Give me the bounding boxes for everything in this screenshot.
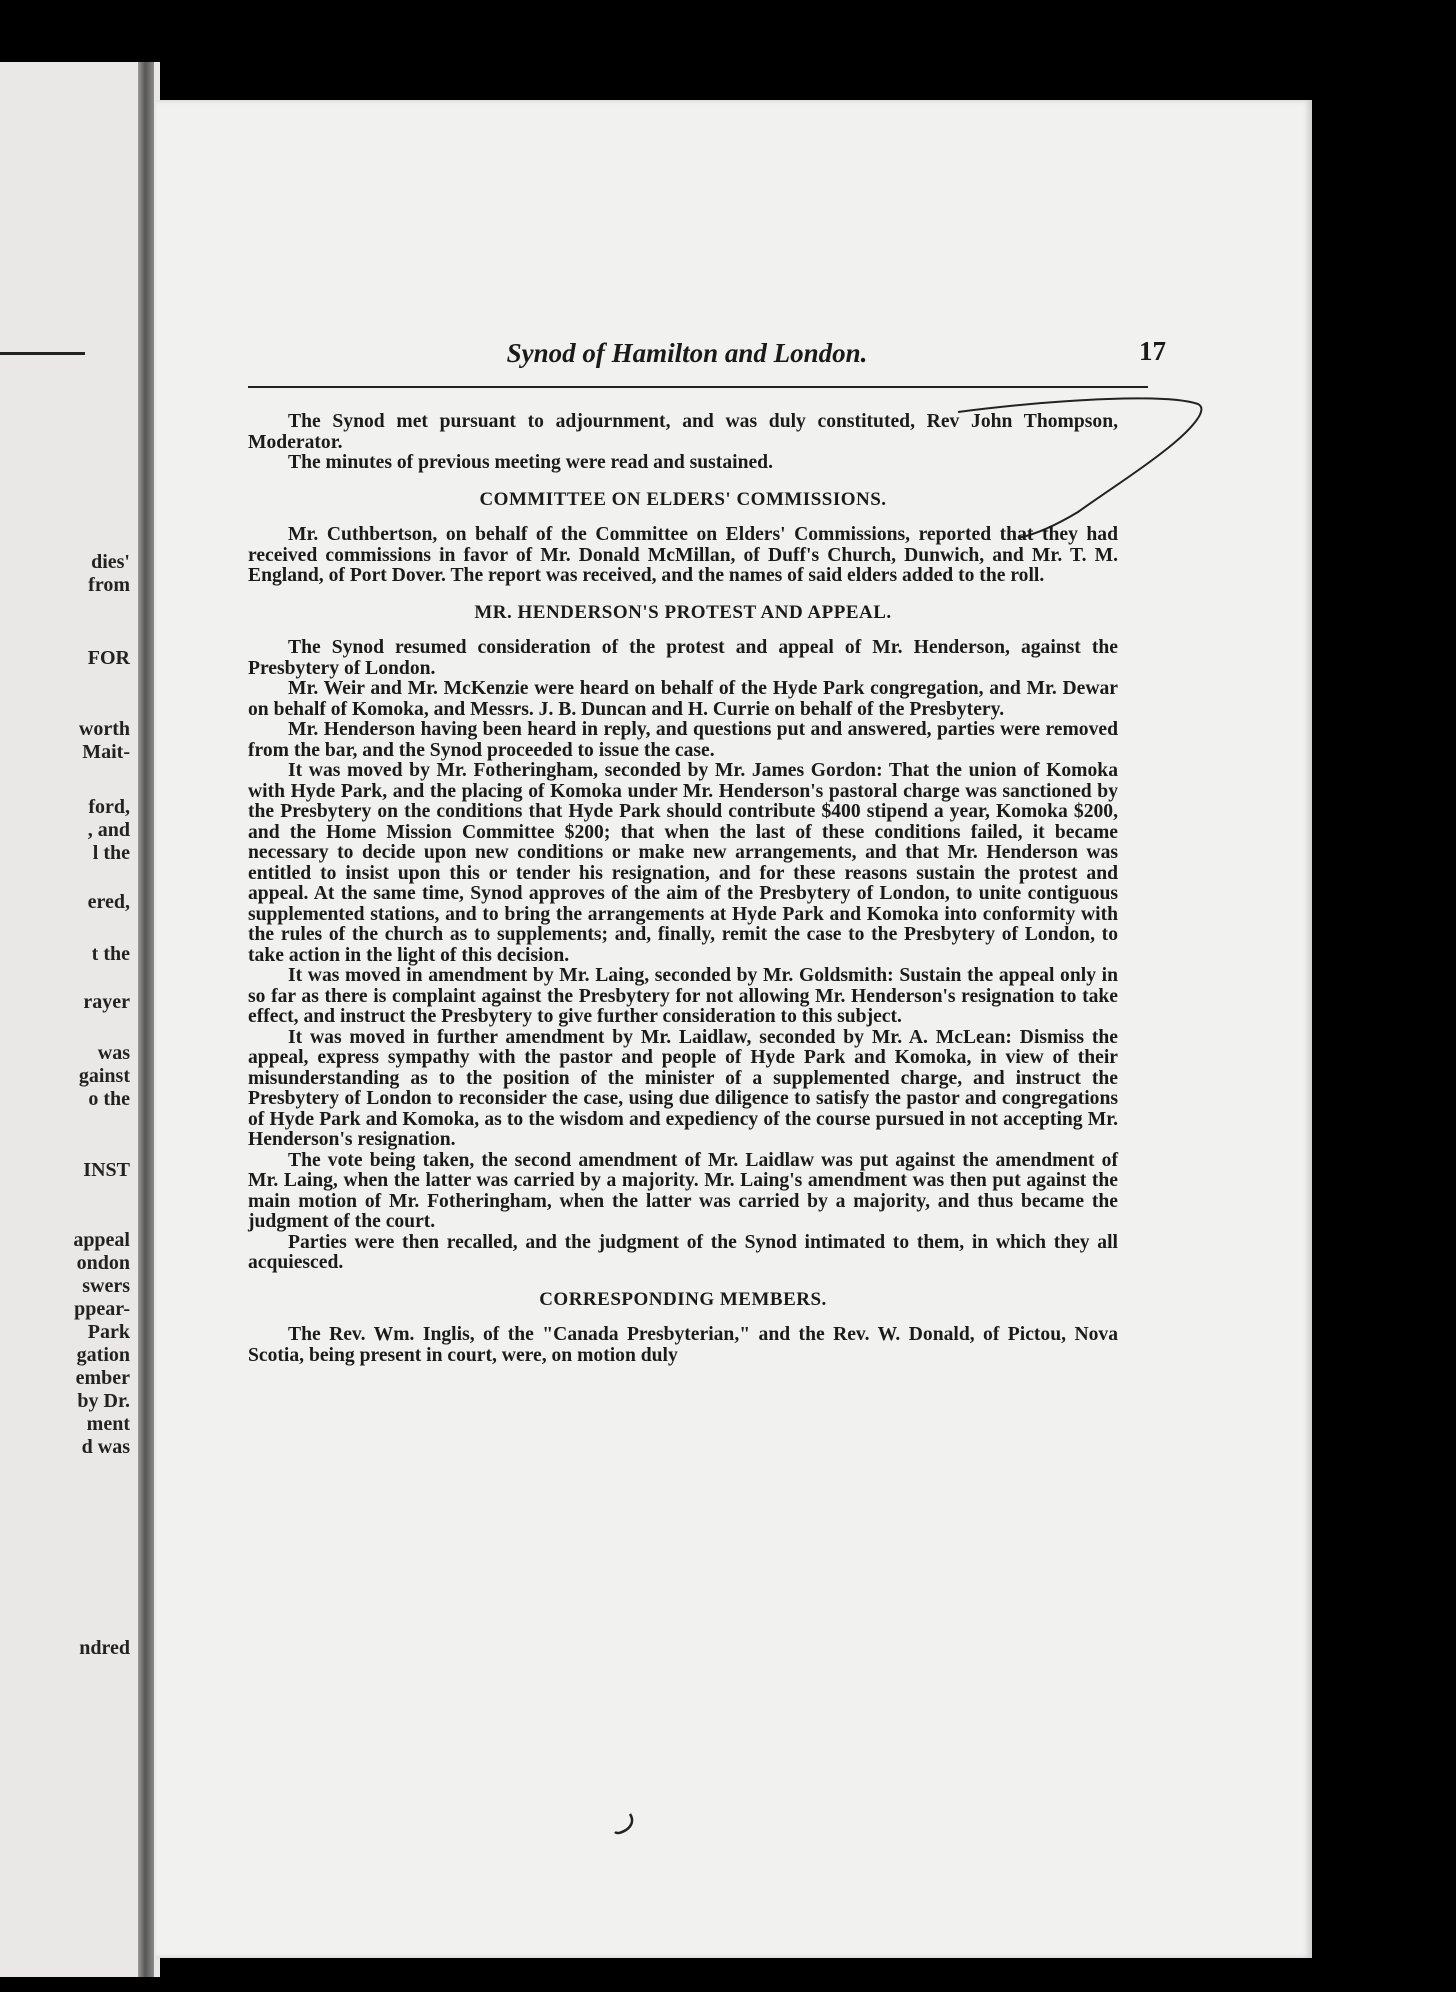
left-fragment: gainst (78, 1065, 130, 1087)
page-number: 17 (1139, 336, 1166, 366)
book-binding (138, 62, 154, 1977)
ink-mark (612, 1812, 640, 1838)
left-fragment: ndred (79, 1637, 130, 1659)
left-fragment: by Dr. (77, 1390, 130, 1412)
heading-committee-elders: COMMITTEE ON ELDERS' COMMISSIONS. (479, 488, 887, 510)
paragraph-fotheringham-motion: It was moved by Mr. Fotheringham, seconded by Mr. James Gordon: That the union of Komoka with Hyde Park, and the placing of Komoka under Mr. Henderson's pastoral charge was sanctioned by the Presbytery on the conditions that Hyde Park should contribute $400 stipend a year, Komoka $200, and the Home Mission Committee $200; that when the last of these conditions failed, it became necessary to decide upon new conditions or make new arrangements, and that Mr. Henderson was entitled to insist upon this or tender his resignation, and for these reasons sustain the protest and appeal. At the same time, Synod approves of the aim of the Presbytery of London, to unite contiguous supplemented stations, and to bring the arrangements at Hyde Park and Komoka into conformity with the rules of the church as to supplements; and, finally, remit the case to the Presbytery of London, to take action in the light of this decision. (248, 760, 1118, 966)
left-fragment: Mait- (82, 741, 130, 763)
left-fragment: FOR (87, 647, 130, 669)
document-body (248, 412, 1118, 1366)
left-fragment: rayer (83, 991, 130, 1013)
left-fragment: ered, (87, 891, 130, 913)
left-fragment: from (88, 574, 130, 596)
left-fragment: worth (78, 718, 130, 740)
left-page-rule (0, 352, 85, 355)
left-fragment: d was (81, 1436, 130, 1458)
left-fragment: ember (75, 1367, 130, 1389)
header-rule (248, 386, 1148, 388)
paragraph-weir-mckenzie: Mr. Weir and Mr. McKenzie were heard on behalf of the Hyde Park congregation, and Mr. Dewar on behalf of Komoka, and Messrs. J. B. Duncan and H. Currie on behalf of the Presbytery. (248, 678, 1118, 720)
left-fragment: Park (87, 1321, 130, 1343)
paragraph-laing-amendment: It was moved in amendment by Mr. Laing, seconded by Mr. Goldsmith: Sustain the appeal only in so far as there is complaint against the Presbytery for not allowing Mr. Henderson's resignation to take effect, and instruct the Presbytery to give further consideration to this subject. (248, 965, 1118, 1027)
left-fragment: gation (76, 1344, 130, 1366)
paragraph-resumed-consideration: The Synod resumed consideration of the protest and appeal of Mr. Henderson, against the Presbytery of London. (248, 637, 1118, 679)
paragraph-vote: The vote being taken, the second amendment of Mr. Laidlaw was put against the amendment of Mr. Laing, when the latter was carried by a majority. Mr. Laing's amendment was then put against the main motion of Mr. Fotheringham, when the latter was carried by a majority, and thus became the judgment of the court. (248, 1149, 1118, 1232)
paragraph-parties-recalled: Parties were then recalled, and the judgment of the Synod intimated to them, in which they all acquiesced. (248, 1231, 1118, 1273)
left-fragment: swers (82, 1275, 130, 1297)
heading-corresponding-members: CORRESPONDING MEMBERS. (539, 1288, 827, 1310)
right-page (156, 100, 1312, 1958)
heading-henderson-protest: MR. HENDERSON'S PROTEST AND APPEAL. (474, 601, 892, 623)
paragraph-synod-met: The Synod met pursuant to adjournment, and was duly constituted, Rev John Thompson, Moderator. (248, 411, 1118, 453)
left-facing-page (0, 62, 160, 1977)
left-fragment: ford, (88, 796, 130, 818)
left-fragment: o the (88, 1088, 130, 1110)
left-fragment: appeal (73, 1229, 130, 1251)
paragraph-henderson-reply: Mr. Henderson having been heard in reply, and questions put and answered, parties were removed from the bar, and the Synod proceeded to issue the case. (248, 719, 1118, 761)
left-fragment: ment (86, 1413, 130, 1435)
paragraph-laidlaw-amendment: It was moved in further amendment by Mr. Laidlaw, seconded by Mr. A. McLean: Dismiss the appeal, express sympathy with the pastor and people of Hyde Park and Komoka, in view of their misunderstanding as to the position of the minister of a supplemented charge, and instruct the Presbytery of London to reconsider the case, using due diligence to satisfy the pastor and congregations of Hyde Park and Komoka, as to the wisdom and expediency of the course pursued in not accepting Mr. Henderson's resignation. (248, 1026, 1118, 1150)
left-fragment: t the (91, 943, 130, 965)
running-head: Synod of Hamilton and London. (506, 338, 868, 368)
left-fragment: was (97, 1042, 130, 1064)
left-fragment: dies' (91, 551, 130, 573)
paragraph-cuthbertson: Mr. Cuthbertson, on behalf of the Committee on Elders' Commissions, reported that they had received commissions in favor of Mr. Donald McMillan, of Duff's Church, Dunwich, and Mr. T. M. England, of Port Dover. The report was received, and the names of said elders added to the roll. (248, 524, 1118, 586)
left-fragment: INST (83, 1159, 130, 1181)
left-fragment: ondon (76, 1252, 130, 1274)
left-fragment: , and (87, 819, 130, 841)
left-fragment: l the (92, 842, 130, 864)
left-fragment: ppear- (74, 1298, 130, 1320)
left-page-text-fragments (0, 62, 148, 1977)
paragraph-minutes: The minutes of previous meeting were read and sustained. (288, 452, 773, 473)
paragraph-inglis-donald: The Rev. Wm. Inglis, of the "Canada Presbyterian," and the Rev. W. Donald, of Pictou, Nova Scotia, being present in court, were, on motion duly (248, 1324, 1118, 1366)
